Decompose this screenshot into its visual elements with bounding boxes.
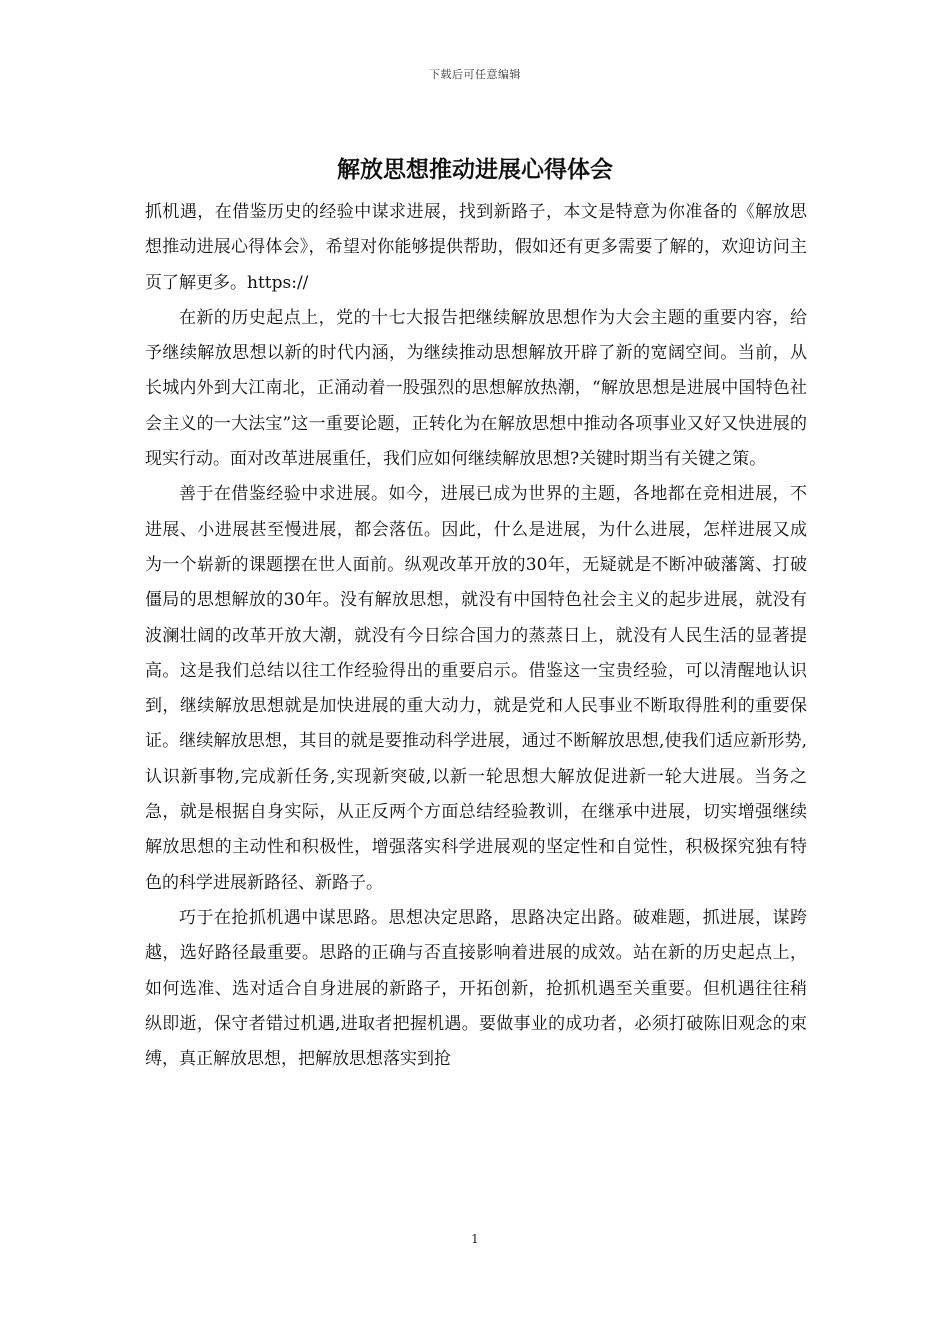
page-header: 下载后可任意编辑 xyxy=(429,68,521,81)
paragraph-2: 善于在借鉴经验中求进展。如今，进展已成为世界的主题，各地都在竞相进展，不进展、小进展甚至慢进展，都会落伍。因此，什么是进展，为什么进展，怎样进展又成为一个崭新的课题摆在世人面前。纵观改革开放的30年，无疑就是不断冲破藩篱、打破僵局的思想解放的30年。没有解放思想，就没有中国特色社会主义的起步进展，就没有波澜壮阔的改革开放大潮，就没有今日综合国力的蒸蒸日上，就没有人民生活的显著提高。这是我们总结以往工作经验得出的重要启示。借鉴这一宝贵经验，可以清醒地认识到，继续解放思想就是加快进展的重大动力，就是党和人民事业不断取得胜利的重要保证。继续解放思想，其目的就是要推动科学进展，通过不断解放思想,使我们适应新形势,认识新事物,完成新任务,实现新突破,以新一轮思想大解放促进新一轮大进展。当务之急，就是根据自身实际，从正反两个方面总结经验教训，在继承中进展，切实增强继续解放思想的主动性和积极性，增强落实科学进展观的坚定性和自觉性，积极探究独有特色的科学进展新路径、新路子。 xyxy=(145,484,807,893)
paragraph-3: 巧于在抢抓机遇中谋思路。思想决定思路，思路决定出路。破难题，抓进展，谋跨越，选好路径最重要。思路的正确与否直接影响着进展的成效。站在新的历史起点上，如何选准、选对适合自身进展的新路子，开拓创新，抢抓机遇至关重要。但机遇往往稍纵即逝，保守者错过机遇,进取者把握机遇。要做事业的成功者，必须打破陈旧观念的束缚，真正解放思想，把解放思想落实到抢 xyxy=(145,907,807,1070)
paragraph-1: 在新的历史起点上，党的十七大报告把继续解放思想作为大会主题的重要内容，给予继续解放思想以新的时代内涵，为继续推动思想解放开辟了新的宽阔空间。当前，从长城内外到大江南北，正涌动着一股强烈的思想解放热潮，“解放思想是进展中国特色社会主义的一大法宝”这一重要论题，正转化为在解放思想中推动各项事业又好又快进展的现实行动。面对改革进展重任，我们应如何继续解放思想?关键时期当有关键之策。 xyxy=(145,307,807,470)
document-title: 解放思想推动进展心得体会 xyxy=(337,156,613,183)
paragraph-intro: 抓机遇，在借鉴历史的经验中谋求进展，找到新路子，本文是特意为你准备的《解放思想推动进展心得体会》，希望对你能够提供帮助，假如还有更多需要了解的，欢迎访问主页了解更多。https:// xyxy=(145,202,807,293)
page-number: 1 xyxy=(471,1232,479,1246)
document-body xyxy=(145,195,807,1077)
